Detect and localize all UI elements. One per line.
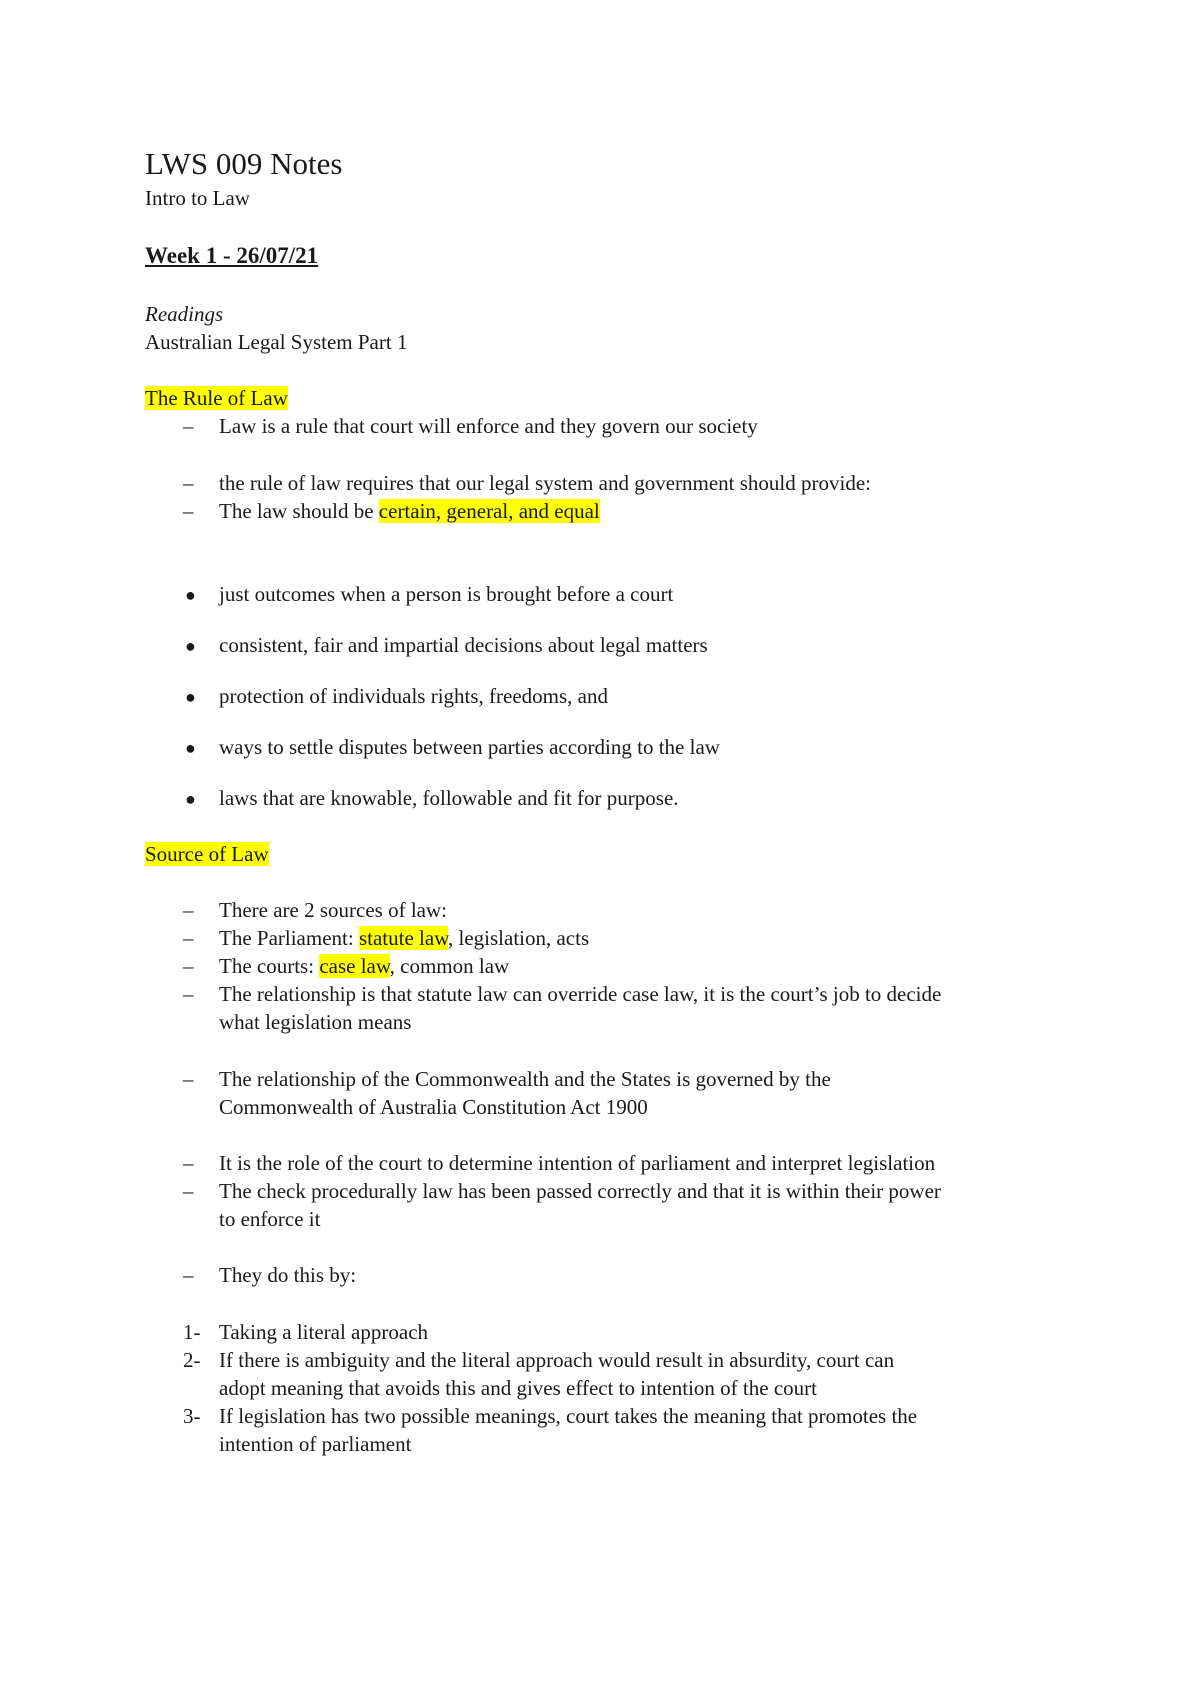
source-dash-5-line1: The relationship of the Commonwealth and the States is governed by the [219, 1067, 831, 1091]
numbered-item-3-line1: If legislation has two possible meanings, court takes the meaning that promotes the [219, 1404, 918, 1428]
source-of-law-heading-text: Source of Law [145, 842, 269, 866]
dash-marker: – [183, 499, 194, 523]
source-dash-3 [219, 952, 509, 980]
rule-bullet-2: consistent, fair and impartial decisions about legal matters [219, 633, 708, 657]
source-dash-2-suffix: , legislation, acts [448, 926, 590, 950]
rule-bullet-3: protection of individuals rights, freedoms, and [219, 684, 609, 708]
bullet-marker: ● [185, 789, 196, 809]
dash-marker: – [183, 471, 194, 495]
rule-of-law-heading [145, 384, 288, 412]
dash-marker: – [183, 1151, 194, 1175]
numbered-marker: 1- [183, 1320, 201, 1344]
dash-marker: – [183, 982, 194, 1006]
source-dash-3-highlight: case law [319, 954, 390, 978]
dash-marker: – [183, 954, 194, 978]
source-dash-8: They do this by: [219, 1263, 357, 1287]
rule-dash-3-highlight: certain, general, and equal [378, 499, 600, 523]
source-dash-5-line2: Commonwealth of Australia Constitution Act 1900 [219, 1095, 648, 1119]
source-dash-1: There are 2 sources of law: [219, 898, 447, 922]
source-dash-3-suffix: , common law [389, 954, 510, 978]
dash-marker: – [183, 1067, 194, 1091]
source-dash-3-prefix: The courts: [219, 954, 320, 978]
source-dash-4-line2: what legislation means [219, 1010, 412, 1034]
dash-marker: – [183, 414, 194, 438]
source-dash-4-line1: The relationship is that statute law can override case law, it is the court’s job to decide [219, 982, 942, 1006]
rule-dash-3-prefix: The law should be [219, 499, 379, 523]
rule-dash-2: the rule of law requires that our legal system and government should provide: [219, 471, 871, 495]
rule-dash-1: Law is a rule that court will enforce and they govern our society [219, 414, 758, 438]
readings-text: Australian Legal System Part 1 [145, 330, 408, 354]
rule-bullet-5: laws that are knowable, followable and fit for purpose. [219, 786, 679, 810]
bullet-marker: ● [185, 585, 196, 605]
dash-marker: – [183, 898, 194, 922]
numbered-item-2-line1: If there is ambiguity and the literal approach would result in absurdity, court can [219, 1348, 895, 1372]
numbered-item-1: Taking a literal approach [219, 1320, 429, 1344]
numbered-item-3-line2: intention of parliament [219, 1432, 412, 1456]
bullet-marker: ● [185, 738, 196, 758]
rule-dash-3 [219, 497, 600, 525]
dash-marker: – [183, 926, 194, 950]
rule-bullet-1: just outcomes when a person is brought before a court [219, 582, 674, 606]
week-heading: Week 1 - 26/07/21 [145, 243, 319, 268]
dash-marker: – [183, 1179, 194, 1203]
source-dash-2-highlight: statute law [358, 926, 448, 950]
dash-marker: – [183, 1263, 194, 1287]
source-dash-7-line1: The check procedurally law has been passed correctly and that it is within their power [219, 1179, 941, 1203]
readings-label: Readings [145, 302, 224, 326]
numbered-marker: 3- [183, 1404, 201, 1428]
rule-of-law-heading-text: The Rule of Law [145, 386, 288, 410]
source-dash-2-prefix: The Parliament: [219, 926, 359, 950]
document-subtitle: Intro to Law [145, 186, 250, 210]
source-dash-6: It is the role of the court to determine intention of parliament and interpret legislation [219, 1151, 936, 1175]
bullet-marker: ● [185, 687, 196, 707]
source-dash-2 [219, 924, 589, 952]
document-title: LWS 009 Notes [145, 146, 343, 181]
rule-bullet-4: ways to settle disputes between parties according to the law [219, 735, 720, 759]
source-dash-7-line2: to enforce it [219, 1207, 321, 1231]
numbered-item-2-line2: adopt meaning that avoids this and gives effect to intention of the court [219, 1376, 817, 1400]
numbered-marker: 2- [183, 1348, 201, 1372]
bullet-marker: ● [185, 636, 196, 656]
source-of-law-heading [145, 840, 269, 868]
